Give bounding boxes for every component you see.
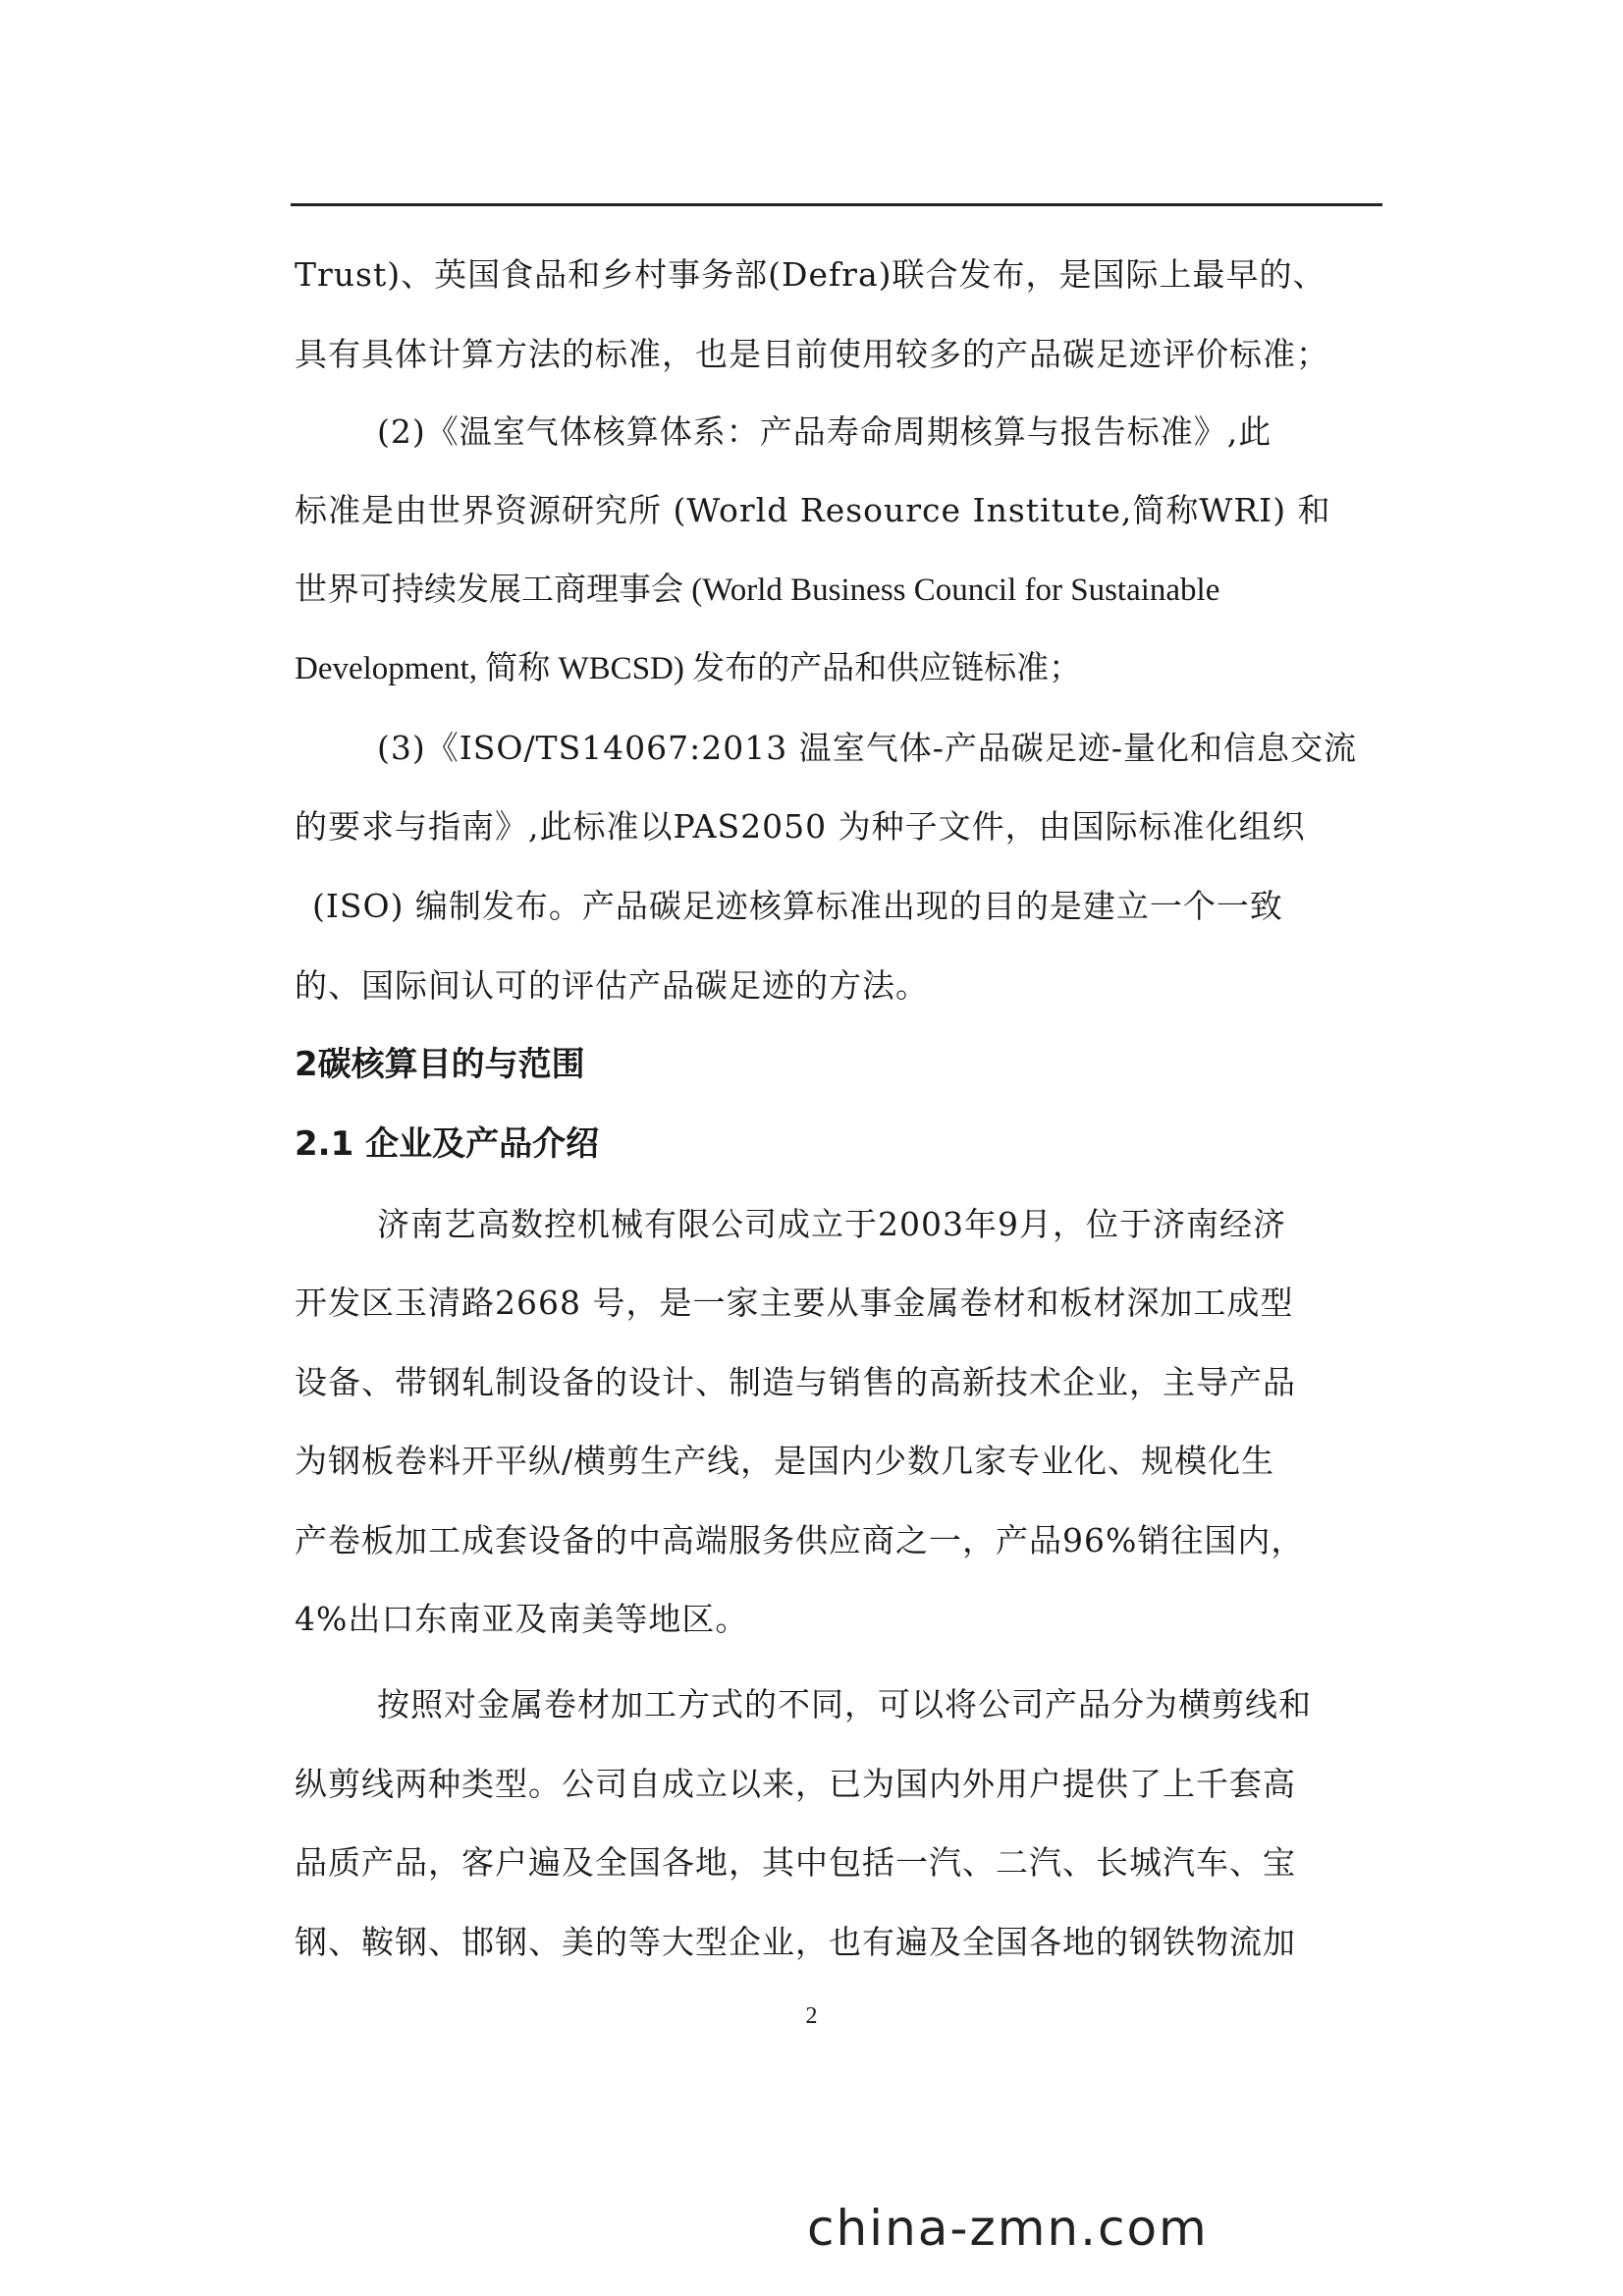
body-line: 钢、鞍钢、邯钢、美的等大型企业，也有遍及全国各地的钢铁物流加	[295, 1923, 1296, 1961]
body-line: 4%出口东南亚及南美等地区。	[295, 1600, 749, 1638]
body-line: Trust)、英国食品和乡村事务部(Defra)联合发布，是国际上最早的、	[295, 255, 1326, 294]
body-line: (ISO) 编制发布。产品碳足迹核算标准出现的目的是建立一个一致	[312, 887, 1283, 925]
body-line: 产卷板加工成套设备的中高端服务供应商之一，产品96%销往国内，	[295, 1521, 1305, 1559]
body-line: (3)《ISO/TS14067:2013 温室气体-产品碳足迹-量化和信息交流	[377, 729, 1358, 767]
body-line: 的要求与指南》,此标准以PAS2050 为种子文件，由国际标准化组织	[295, 807, 1306, 846]
watermark-text: china-zmn.com	[807, 2200, 1209, 2257]
body-line: 济南艺高数控机械有限公司成立于2003年9月，位于济南经济	[377, 1205, 1286, 1243]
body-line: 的、国际间认可的评估产品碳足迹的方法。	[295, 966, 929, 1005]
body-line: 设备、带钢轧制设备的设计、制造与销售的高新技术企业，主导产品	[295, 1363, 1296, 1401]
body-line: 具有具体计算方法的标准，也是目前使用较多的产品碳足迹评价标准；	[295, 335, 1329, 373]
body-line: 开发区玉清路2668 号，是一家主要从事金属卷材和板材深加工成型	[295, 1284, 1294, 1322]
body-line: (2)《温室气体核算体系：产品寿命周期核算与报告标准》,此	[377, 412, 1272, 451]
page-number: 2	[805, 2003, 818, 2029]
header-rule	[291, 203, 1382, 206]
body-line: Development, 简称 WBCSD) 发布的产品和供应链标准；	[295, 651, 1082, 686]
section-heading: 2碳核算目的与范围	[295, 1045, 585, 1084]
body-line: 世界可持续发展工商理事会 (World Business Council for Sustainable	[295, 573, 1220, 608]
subsection-heading: 2.1 企业及产品介绍	[295, 1124, 600, 1164]
body-line: 按照对金属卷材加工方式的不同，可以将公司产品分为横剪线和	[377, 1685, 1312, 1723]
body-line: 纵剪线两种类型。公司自成立以来，已为国内外用户提供了上千套高	[295, 1765, 1296, 1803]
body-line: 品质产品，客户遍及全国各地，其中包括一汽、二汽、长城汽车、宝	[295, 1843, 1296, 1882]
body-line: 为钢板卷料开平纵/横剪生产线，是国内少数几家专业化、规模化生	[295, 1442, 1275, 1480]
body-line: 标准是由世界资源研究所 (World Resource Institute,简称WRI) 和	[295, 491, 1331, 529]
